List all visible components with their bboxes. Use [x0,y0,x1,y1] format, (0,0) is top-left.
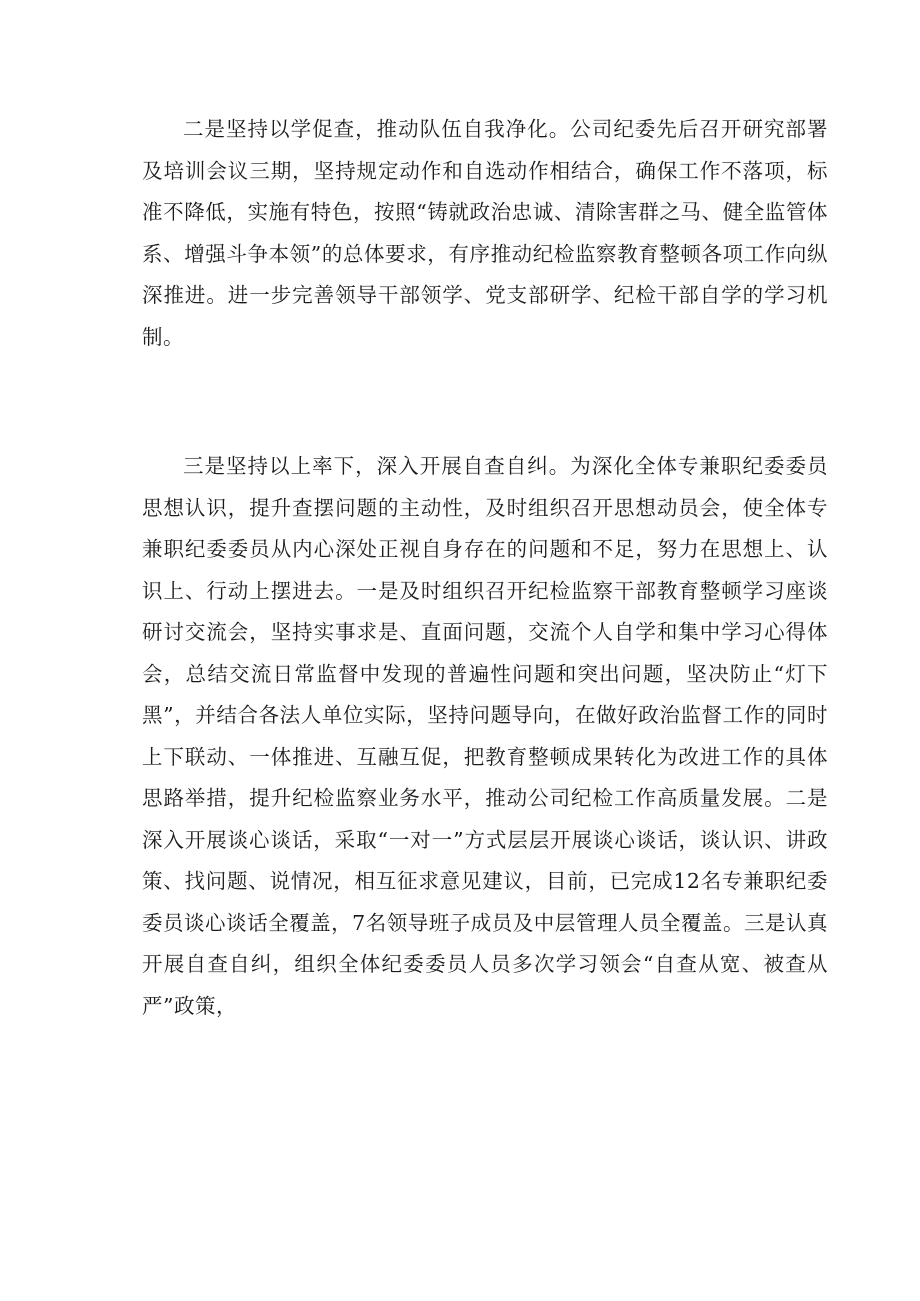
paragraph-1: 二是坚持以学促查，推动队伍自我净化。公司纪委先后召开研究部署及培训会议三期，坚持规定动作和自选动作相结合，确保工作不落项，标准不降低，实施有特色，按照“铸就政治忠诚、清除害群之马、健全监管体系、增强斗争本领”的总体要求，有序推动纪检监察教育整顿各项工作向纵深推进。进一步完善领导干部领学、党支部研学、纪检干部自学的学习机制。 [142,117,828,349]
paragraph-2: 三是坚持以上率下，深入开展自查自纠。为深化全体专兼职纪委委员思想认识，提升查摆问题的主动性，及时组织召开思想动员会，使全体专兼职纪委委员从内心深处正视自身存在的问题和不足，努力在思想上、认识上、行动上摆进去。一是及时组织召开纪检监察干部教育整顿学习座谈研讨交流会，坚持实事求是、直面问题，交流个人自学和集中学习心得体会，总结交流日常监督中发现的普遍性问题和突出问题，坚决防止“灯下黑”，并结合各法人单位实际，坚持问题导向，在做好政治监督工作的同时上下联动、一体推进、互融互促，把教育整顿成果转化为改进工作的具体思路举措，提升纪检监察业务水平，推动公司纪检工作高质量发展。二是深入开展谈心谈话，采取“一对一”方式层层开展谈心谈话，谈认识、讲政策、找问题、说情况，相互征求意见建议，目前，已完成12名专兼职纪委委员谈心谈话全覆盖，7名领导班子成员及中层管理人员全覆盖。三是认真开展自查自纠，组织全体纪委委员人员多次学习领会“自查从宽、被查从严”政策， [142,454,828,1018]
